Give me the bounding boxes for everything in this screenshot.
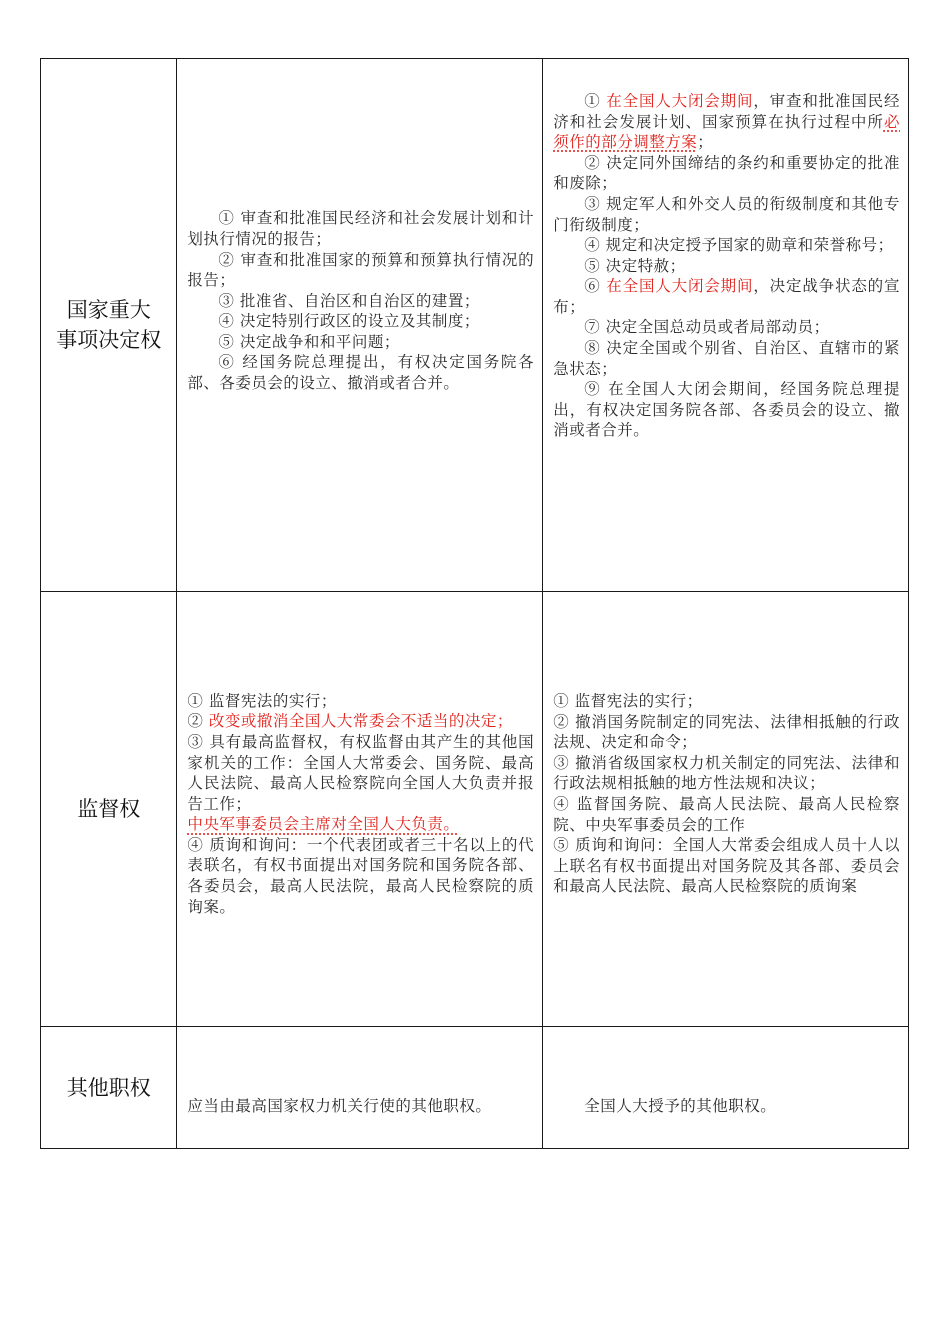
- row-label-line: 监督权: [77, 797, 141, 821]
- list-item: ② 撤消国务院制定的同宪法、法律相抵触的行政法规、决定和命令；: [553, 712, 900, 752]
- list-item: [187, 711, 534, 732]
- npcsc-powers-cell: [543, 592, 909, 1027]
- list-item: ④ 规定和决定授予国家的勋章和荣誉称号；: [584, 236, 894, 255]
- table-row: [41, 59, 909, 592]
- row-label-line: 事项决定权: [56, 328, 162, 352]
- npc-powers-cell: [177, 592, 543, 1027]
- highlight-text: 在全国人大闭会期间: [606, 277, 754, 296]
- row-label-line: 国家重大: [66, 298, 151, 322]
- list-item: [553, 276, 900, 317]
- list-item: ⑤ 质询和询问：全国人大常委会组成人员十人以上联名有权书面提出对国务院及其各部、委员会和最高人民法院、最高人民检察院的质询案: [553, 836, 900, 896]
- list-item: ⑨ 在全国人大闭会期间，经国务院总理提出，有权决定国务院各部、各委员会的设立、撤消或者合并。: [553, 380, 900, 440]
- npc-powers-cell: [177, 59, 543, 592]
- list-item: ② 审查和批准国家的预算和预算执行情况的报告；: [187, 250, 535, 290]
- npcsc-powers-cell: [543, 1027, 909, 1149]
- list-item: ③ 批准省、自治区和自治区的建置；: [218, 291, 480, 310]
- list-item: [187, 732, 534, 835]
- list-item: ④ 监督国务院、最高人民法院、最高人民检察院、中央军事委员会的工作: [553, 795, 900, 834]
- list-item: ⑦ 决定全国总动员或者局部动员；: [584, 318, 830, 337]
- table-row: [41, 592, 909, 1027]
- item-number: ②: [187, 712, 209, 731]
- item-text: ③ 具有最高监督权，有权监督由其产生的其他国家机关的工作：全国人大常委会、国务院、最高人民法院、最高人民检察院向全国人大负责并报告工作；: [187, 732, 535, 813]
- list-item: ⑧ 决定全国或个别省、自治区、直辖市的紧急状态；: [553, 339, 900, 378]
- powers-comparison-table: [40, 58, 909, 1149]
- list-item: ③ 撤消省级国家权力机关制定的同宪法、法律和行政法规相抵触的地方性法规和决议；: [553, 753, 900, 793]
- highlight-text: 在全国人大闭会期间: [606, 91, 754, 110]
- list-item: ② 决定同外国缔结的条约和重要协定的批准和废除；: [553, 153, 900, 193]
- row-label-major-decisions: [41, 59, 177, 592]
- list-item: ④ 决定特别行政区的设立及其制度；: [218, 312, 480, 331]
- list-item: ④ 质询和询问：一个代表团或者三十名以上的代表联名，有权书面提出对国务院和国务院各部、各委员会，最高人民法院，最高人民检察院的质询案。: [187, 835, 535, 916]
- item-number: ⑥: [584, 277, 607, 296]
- npcsc-powers-cell: [543, 59, 909, 592]
- list-item: ⑤ 决定战争和和平问题；: [218, 332, 400, 351]
- row-label-supervision: [41, 592, 177, 1027]
- list-item: ① 监督宪法的实行；: [553, 692, 703, 711]
- list-item: ⑤ 决定特赦；: [584, 256, 686, 275]
- list-item: 应当由最高国家权力机关行使的其他职权。: [187, 1097, 492, 1116]
- highlight-text: 必须作的部分调整方案: [553, 112, 900, 152]
- highlight-text: 改变或撤消全国人大常委会不适当的决定；: [208, 712, 513, 731]
- npc-powers-cell: [177, 1027, 543, 1149]
- list-item: ⑥ 经国务院总理提出，有权决定国务院各部、各委员会的设立、撤消或者合并。: [187, 353, 535, 393]
- table-row: [41, 1027, 909, 1149]
- item-number: ①: [584, 91, 607, 110]
- row-label-line: 其他职权: [66, 1075, 151, 1100]
- list-item: ① 审查和批准国民经济和社会发展计划和计划执行情况的报告；: [187, 209, 535, 248]
- list-item: ③ 规定军人和外交人员的衔级制度和其他专门衔级制度；: [553, 194, 900, 234]
- list-item: [553, 91, 900, 153]
- item-text: ，决定战争状态的宣布；: [553, 277, 900, 316]
- list-item: 全国人大授予的其他职权。: [584, 1097, 777, 1116]
- list-item: ① 监督宪法的实行；: [187, 691, 337, 710]
- row-label-other-powers: [41, 1027, 177, 1149]
- item-text: ；: [697, 133, 714, 152]
- item-text: ，审查和批准国民经济和社会发展计划、国家预算在执行过程中所: [553, 91, 900, 131]
- highlight-text: 中央军事委员会主席对全国人大负责。: [187, 815, 460, 834]
